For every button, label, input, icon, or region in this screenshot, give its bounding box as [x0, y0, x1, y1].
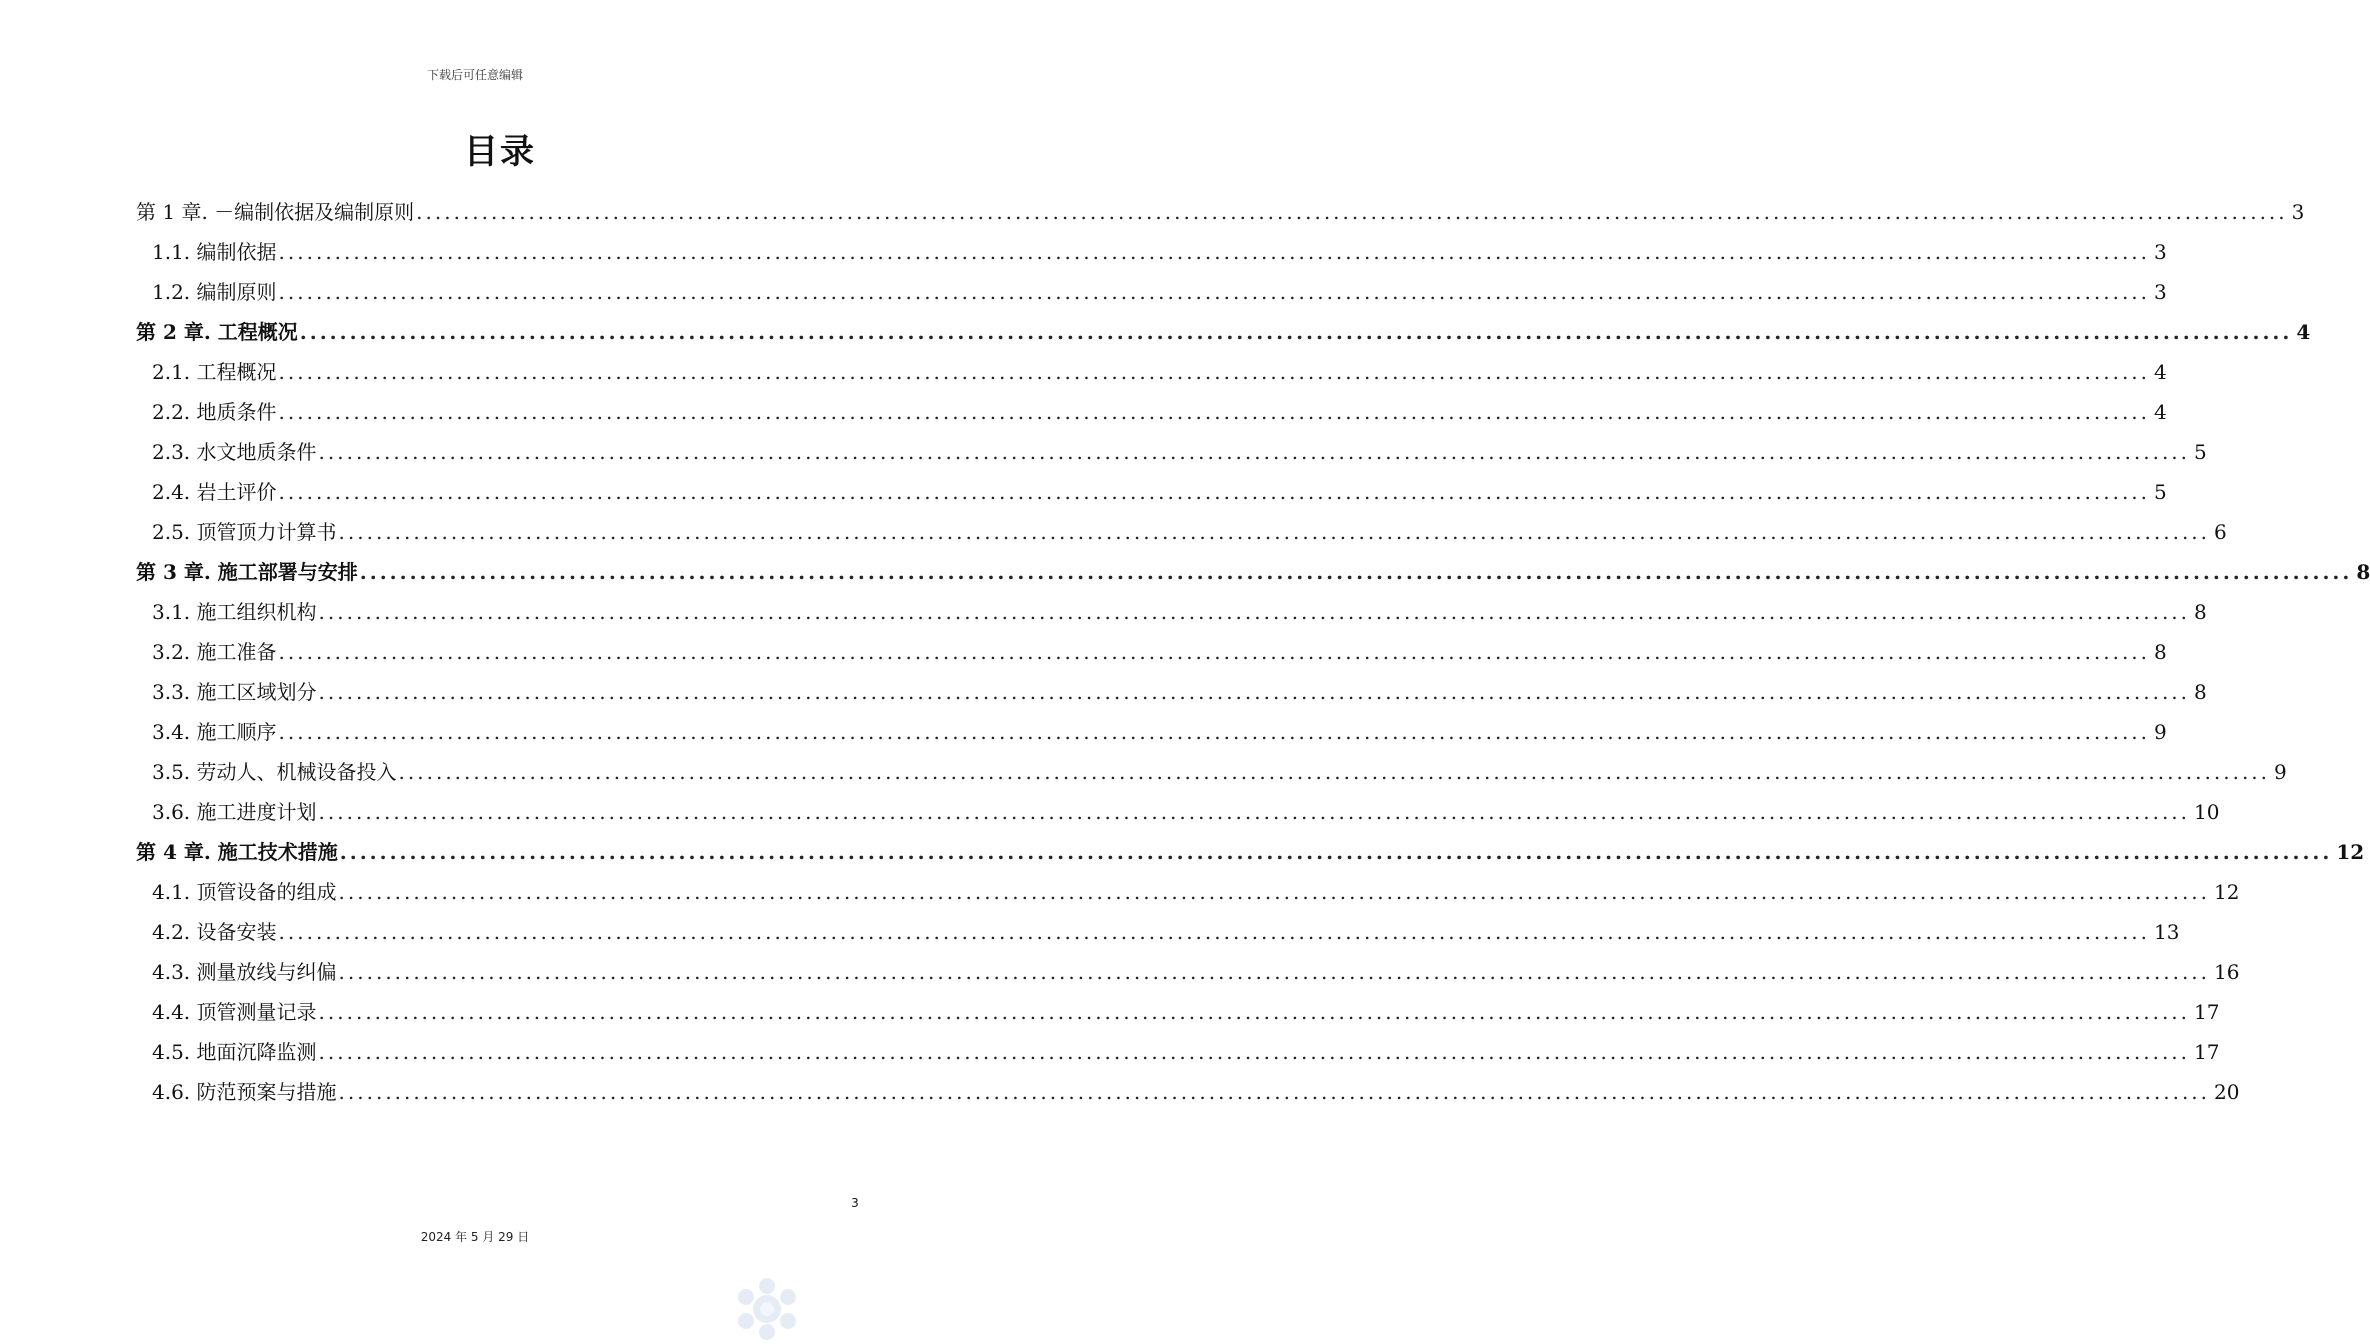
toc-entry-label: [152, 596, 317, 628]
toc-entry-number: 第 2 章.: [136, 320, 211, 344]
toc-entry-number: 4.1.: [152, 880, 191, 904]
toc-section-entry[interactable]: [152, 1036, 2220, 1068]
toc-section-entry[interactable]: [152, 276, 2167, 308]
toc-entry-label: [152, 716, 277, 748]
toc-section-entry[interactable]: [152, 356, 2167, 388]
toc-page-number: 8: [2194, 600, 2207, 624]
toc-entry-text: 工程概况: [196, 360, 277, 384]
toc-page-number: 9: [2274, 760, 2287, 784]
toc-chapter-entry[interactable]: [136, 196, 2305, 228]
toc-dot-leader: ........................................................................................................................................................................................................: [416, 200, 2288, 224]
toc-page-number: 4: [2296, 320, 2311, 344]
toc-entry-text: 施工组织机构: [196, 600, 317, 624]
page-number: 3: [851, 1196, 859, 1210]
toc-dot-leader: ........................................................................................................................................................................................................: [338, 960, 2211, 984]
toc-dot-leader: ........................................................................................................................................................................................................: [318, 600, 2191, 624]
toc-entry-text: 劳动人、机械设备投入: [196, 760, 397, 784]
toc-dot-leader: ........................................................................................................................................................................................................: [338, 1080, 2211, 1104]
toc-entry-label: [152, 676, 317, 708]
toc-section-entry[interactable]: [152, 676, 2207, 708]
toc-dot-leader: ........................................................................................................................................................................................................: [338, 520, 2211, 544]
toc-entry-label: [152, 796, 317, 828]
toc-entry-text: 地面沉降监测: [196, 1040, 317, 1064]
toc-section-entry[interactable]: [152, 756, 2287, 788]
toc-entry-number: 4.3.: [152, 960, 191, 984]
toc-entry-text: 施工进度计划: [196, 800, 317, 824]
toc-entry-number: 第 3 章.: [136, 560, 211, 584]
toc-entry-label: [152, 956, 337, 988]
toc-page-number: 8: [2356, 560, 2370, 584]
toc-page-number: 17: [2194, 1040, 2220, 1064]
toc-entry-text: 地质条件: [196, 400, 277, 424]
toc-dot-leader: ........................................................................................................................................................................................................: [278, 360, 2151, 384]
toc-page-number: 8: [2154, 640, 2167, 664]
toc-entry-label: [136, 556, 358, 588]
toc-page-number: 16: [2214, 960, 2240, 984]
toc-entry-number: 2.4.: [152, 480, 191, 504]
toc-section-entry[interactable]: [152, 956, 2240, 988]
toc-entry-text: 施工技术措施: [217, 840, 338, 864]
toc-entry-number: 2.5.: [152, 520, 191, 544]
toc-entry-number: 第 4 章.: [136, 840, 211, 864]
toc-section-entry[interactable]: [152, 596, 2207, 628]
header-note: 下载后可任意编辑: [426, 68, 523, 82]
toc-entry-label: [152, 236, 277, 268]
toc-entry-number: 2.1.: [152, 360, 191, 384]
toc-section-entry[interactable]: [152, 636, 2167, 668]
toc-dot-leader: ........................................................................................................................................................................................................: [278, 720, 2151, 744]
toc-page-number: 9: [2154, 720, 2167, 744]
watermark-logo-icon: [732, 1276, 802, 1342]
toc-section-entry[interactable]: [152, 796, 2220, 828]
toc-entry-label: [152, 1036, 317, 1068]
toc-page-number: 6: [2214, 520, 2227, 544]
toc-dot-leader: ........................................................................................................................................................................................................: [278, 480, 2151, 504]
toc-section-entry[interactable]: [152, 476, 2167, 508]
toc-dot-leader: ........................................................................................................................................................................................................: [278, 400, 2151, 424]
toc-chapter-entry[interactable]: [136, 556, 2370, 588]
toc-entry-label: [152, 1076, 337, 1108]
toc-entry-text: －编制依据及编制原则: [214, 200, 415, 224]
toc-dot-leader: ........................................................................................................................................................................................................: [278, 920, 2151, 944]
toc-section-entry[interactable]: [152, 716, 2167, 748]
toc-page-number: 5: [2154, 480, 2167, 504]
toc-entry-label: [152, 876, 337, 908]
toc-dot-leader: ........................................................................................................................................................................................................: [398, 760, 2271, 784]
toc-dot-leader: ........................................................................................................................................................................................................: [318, 440, 2191, 464]
toc-dot-leader: ........................................................................................................................................................................................................: [318, 1040, 2191, 1064]
toc-entry-number: 3.6.: [152, 800, 191, 824]
toc-section-entry[interactable]: [152, 916, 2180, 948]
toc-entry-number: 3.4.: [152, 720, 191, 744]
toc-entry-label: [136, 316, 298, 348]
toc-entry-number: 1.1.: [152, 240, 191, 264]
toc-page-number: 13: [2154, 920, 2180, 944]
toc-page-number: 5: [2194, 440, 2207, 464]
toc-dot-leader: ........................................................................................................................................................................................................: [338, 880, 2211, 904]
toc-page-number: 3: [2291, 200, 2305, 224]
toc-dot-leader: ........................................................................................................................................................................................................: [278, 240, 2151, 264]
toc-page-number: 4: [2154, 360, 2167, 384]
toc-section-entry[interactable]: [152, 516, 2227, 548]
toc-dot-leader: ........................................................................................................................................................................................................: [339, 840, 2333, 864]
toc-entry-label: [152, 916, 277, 948]
toc-entry-number: 4.6.: [152, 1080, 191, 1104]
toc-entry-text: 顶管顶力计算书: [196, 520, 337, 544]
toc-page-number: 8: [2194, 680, 2207, 704]
toc-entry-text: 编制原则: [196, 280, 277, 304]
toc-entry-label: [136, 836, 338, 868]
toc-dot-leader: ........................................................................................................................................................................................................: [278, 640, 2151, 664]
page-title: 目录: [464, 132, 536, 172]
toc-dot-leader: ........................................................................................................................................................................................................: [318, 1000, 2191, 1024]
toc-entry-text: 编制依据: [196, 240, 277, 264]
toc-entry-number: 3.3.: [152, 680, 191, 704]
toc-page-number: 12: [2214, 880, 2240, 904]
toc-section-entry[interactable]: [152, 876, 2240, 908]
toc-entry-text: 测量放线与纠偏: [196, 960, 337, 984]
toc-dot-leader: ........................................................................................................................................................................................................: [278, 280, 2151, 304]
toc-entry-label: [152, 396, 277, 428]
toc-dot-leader: ........................................................................................................................................................................................................: [318, 680, 2191, 704]
toc-entry-text: 工程概况: [217, 320, 298, 344]
toc-entry-text: 施工准备: [196, 640, 277, 664]
toc-page-number: 3: [2154, 240, 2167, 264]
toc-entry-number: 3.2.: [152, 640, 191, 664]
toc-section-entry[interactable]: [152, 396, 2167, 428]
toc-page-number: 4: [2154, 400, 2167, 424]
toc-section-entry[interactable]: [152, 1076, 2240, 1108]
toc-entry-number: 1.2.: [152, 280, 191, 304]
toc-entry-text: 施工顺序: [196, 720, 277, 744]
toc-page-number: 20: [2214, 1080, 2240, 1104]
toc-section-entry[interactable]: [152, 436, 2207, 468]
toc-entry-text: 水文地质条件: [196, 440, 317, 464]
toc-page-number: 3: [2154, 280, 2167, 304]
footer-date: 2024 年 5 月 29 日: [420, 1230, 530, 1244]
toc-dot-leader: ........................................................................................................................................................................................................: [318, 800, 2191, 824]
toc-entry-number: 4.5.: [152, 1040, 191, 1064]
toc-entry-label: [152, 516, 337, 548]
toc-entry-number: 2.3.: [152, 440, 191, 464]
toc-entry-label: [152, 356, 277, 388]
toc-entry-label: [152, 276, 277, 308]
toc-entry-number: 4.2.: [152, 920, 191, 944]
toc-entry-number: 2.2.: [152, 400, 191, 424]
toc-entry-label: [152, 636, 277, 668]
toc-dot-leader: ........................................................................................................................................................................................................: [359, 560, 2353, 584]
toc-entry-number: 3.1.: [152, 600, 191, 624]
toc-section-entry[interactable]: [152, 996, 2220, 1028]
toc-page-number: 10: [2194, 800, 2220, 824]
toc-entry-number: 4.4.: [152, 1000, 191, 1024]
toc-entry-text: 防范预案与措施: [196, 1080, 337, 1104]
toc-entry-number: 3.5.: [152, 760, 191, 784]
toc-chapter-entry[interactable]: [136, 836, 2365, 868]
toc-dot-leader: ........................................................................................................................................................................................................: [299, 320, 2293, 344]
toc-page-number: 17: [2194, 1000, 2220, 1024]
toc-entry-label: [136, 196, 414, 228]
toc-page-number: 12: [2336, 840, 2365, 864]
toc-chapter-entry[interactable]: [136, 316, 2311, 348]
toc-entry-label: [152, 756, 397, 788]
toc-entry-label: [152, 996, 317, 1028]
toc-entry-text: 岩土评价: [196, 480, 277, 504]
toc-entry-label: [152, 476, 277, 508]
toc-entry-number: 第 1 章.: [136, 200, 208, 224]
toc-entry-text: 顶管设备的组成: [196, 880, 337, 904]
toc-entry-label: [152, 436, 317, 468]
toc-entry-text: 施工区域划分: [196, 680, 317, 704]
toc-entry-text: 施工部署与安排: [217, 560, 358, 584]
toc-entry-text: 顶管测量记录: [196, 1000, 317, 1024]
toc-entry-text: 设备安装: [196, 920, 277, 944]
toc-section-entry[interactable]: [152, 236, 2167, 268]
